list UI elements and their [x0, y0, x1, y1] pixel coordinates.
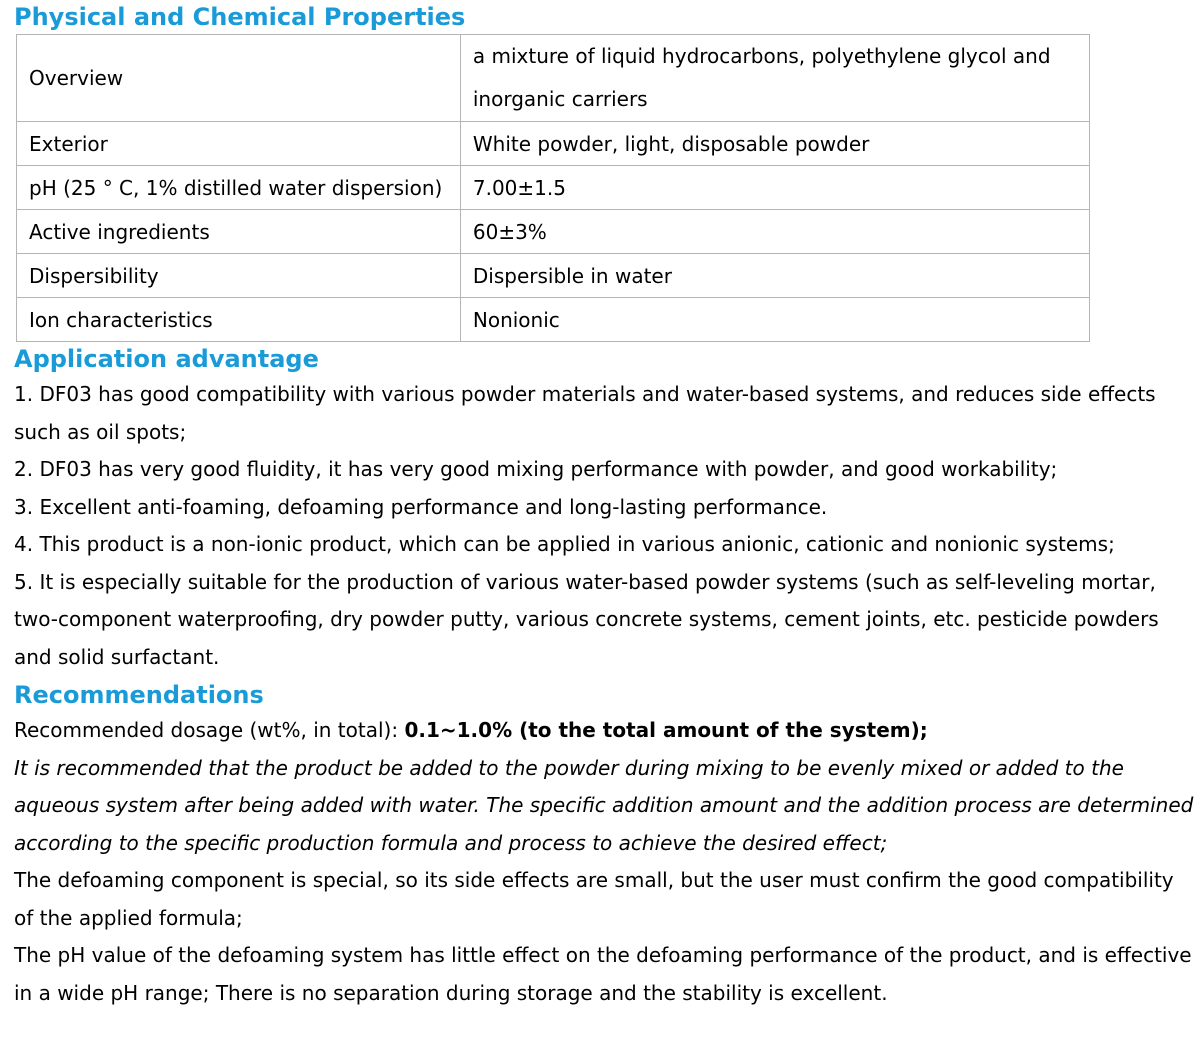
list-item: 4. This product is a non-ionic product, which can be applied in various anionic, cationic and nonionic systems;	[14, 532, 1115, 556]
document-page	[14, 0, 1194, 1012]
dosage-paragraph	[14, 712, 1194, 750]
list-item: 3. Excellent anti-foaming, defoaming performance and long-lasting performance.	[14, 494, 828, 519]
property-label: Dispersibility	[17, 254, 461, 298]
table-row	[17, 254, 1090, 298]
section-title-properties: Physical and Chemical Properties	[14, 3, 466, 31]
properties-table	[16, 34, 1090, 342]
advantage-list	[14, 376, 1194, 676]
property-label: Overview	[17, 35, 461, 122]
table-row	[17, 122, 1090, 166]
property-value: 7.00±1.5	[460, 166, 1089, 210]
side-effect-note: The defoaming component is special, so its side effects are small, but the user must confirm the good compatibility of the applied formula;	[14, 868, 1174, 930]
table-row	[17, 298, 1090, 342]
list-item: 2. DF03 has very good fluidity, it has very good mixing performance with powder, and good workability;	[14, 457, 1058, 481]
property-value: a mixture of liquid hydrocarbons, polyethylene glycol and inorganic carriers	[460, 35, 1089, 122]
recommendations-text	[14, 712, 1194, 1012]
list-item: 5. It is especially suitable for the production of various water-based powder systems (such as self-leveling mortar, two-component waterproofing, dry powder putty, various concrete systems, cement joints, etc. pesticide powders and solid surfactant.	[14, 569, 1159, 669]
ph-stability-note: The pH value of the defoaming system has little effect on the defoaming performance of the product, and is effective in a wide pH range; There is no separation during storage and the stability is excellent.	[14, 943, 1192, 1005]
list-item: 1. DF03 has good compatibility with various powder materials and water-based systems, and reduces side effects such as oil spots;	[14, 382, 1156, 444]
property-label: pH (25 ° C, 1% distilled water dispersion)	[17, 166, 461, 210]
table-row	[17, 210, 1090, 254]
dosage-label: Recommended dosage (wt%, in total):	[14, 718, 405, 742]
dosage-value: 0.1~1.0% (to the total amount of the system);	[404, 718, 928, 742]
property-value: 60±3%	[460, 210, 1089, 254]
property-label: Active ingredients	[17, 210, 461, 254]
table-row	[17, 35, 1090, 122]
property-label: Exterior	[17, 122, 461, 166]
usage-note: It is recommended that the product be added to the powder during mixing to be evenly mixed or added to the aqueous system after being added with water. The specific addition amount and the addition process are determined according to the specific production formula and process to achieve the desired effect;	[14, 755, 1194, 855]
table-row	[17, 166, 1090, 210]
property-value: Dispersible in water	[460, 254, 1089, 298]
section-title-recommendations: Recommendations	[14, 681, 264, 709]
section-title-advantage: Application advantage	[14, 345, 319, 373]
property-value: Nonionic	[460, 298, 1089, 342]
property-value: White powder, light, disposable powder	[460, 122, 1089, 166]
property-label: Ion characteristics	[17, 298, 461, 342]
